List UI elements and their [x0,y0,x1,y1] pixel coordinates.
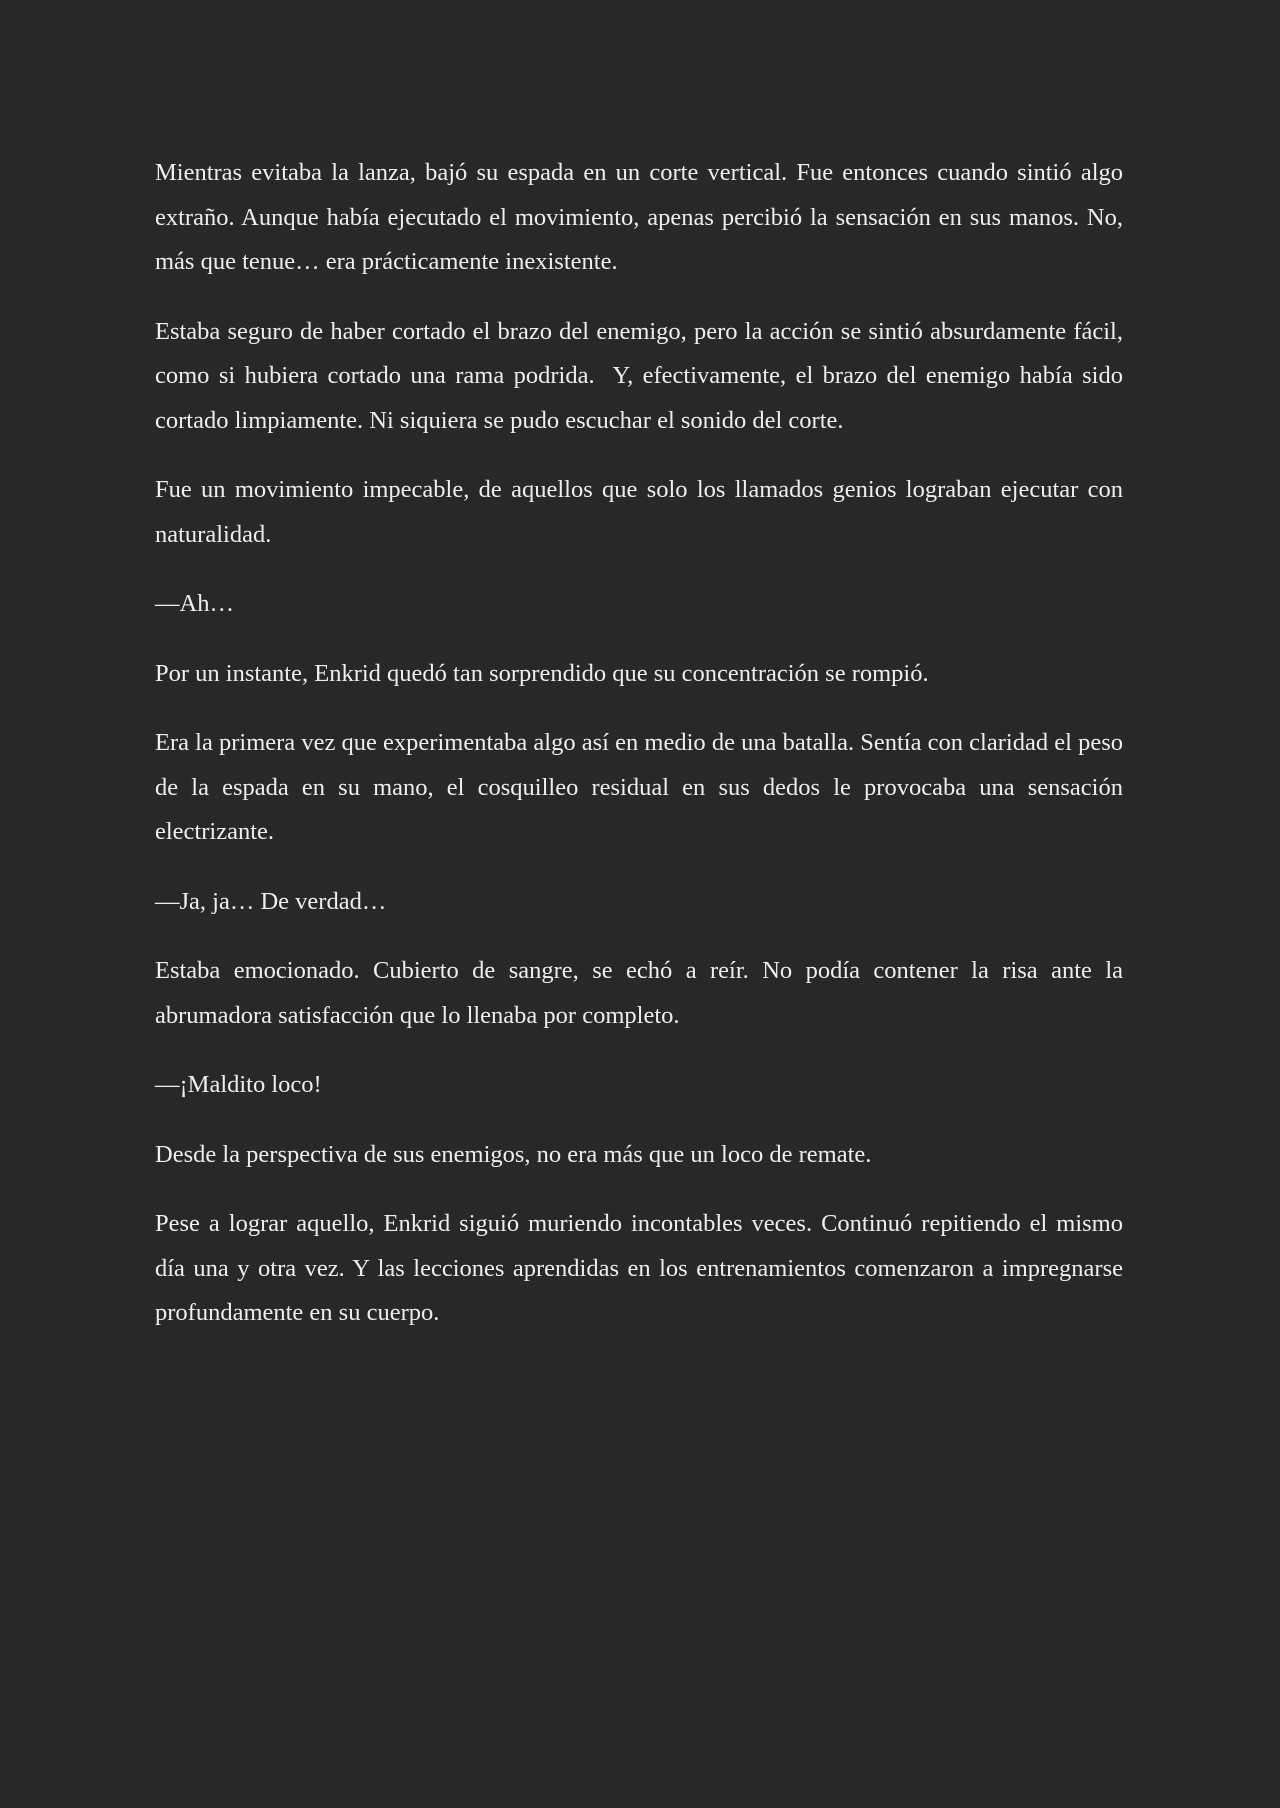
dialogue-line-ja-ja: —Ja, ja… De verdad… [155,887,387,915]
paragraph-2: Estaba seguro de haber cortado el brazo del enemigo, pero la acción se sintió absurdamente fácil, como si hubiera cortado una rama podrida. Y, efectivamente, el brazo del enemigo había sido cortado limpiamente. Ni siquiera se pudo escuchar el sonido del corte. [155,317,1130,434]
paragraph-6: Era la primera vez que experimentaba algo así en medio de una batalla. Sentía con claridad el peso de la espada en su mano, el cosquilleo residual en sus dedos le provocaba una sensación electrizante. [155,729,1130,845]
dialogue-line-ah: —Ah… [155,590,234,617]
dialogue-line-maldito-loco: —¡Maldito loco! [155,1071,322,1098]
paragraph-10: Desde la perspectiva de sus enemigos, no era más que un loco de remate. [155,1140,872,1168]
paragraph-1: Mientras evitaba la lanza, bajó su espada en un corte vertical. Fue entonces cuando sintió algo extraño. Aunque había ejecutado el movimiento, apenas percibió la sensación en sus manos. No, más que tenue… era prácticamente inexistente. [155,159,1130,275]
paragraph-8: Estaba emocionado. Cubierto de sangre, se echó a reír. No podía contener la risa ante la abrumadora satisfacción que lo llenaba por completo. [155,957,1130,1029]
reading-page [155,151,1130,1361]
paragraph-3: Fue un movimiento impecable, de aquellos que solo los llamados genios lograban ejecutar con naturalidad. [155,476,1130,548]
paragraph-5: Por un instante, Enkrid quedó tan sorprendido que su concentración se rompió. [155,659,929,687]
paragraph-11: Pese a lograr aquello, Enkrid siguió muriendo incontables veces. Continuó repitiendo el mismo día una y otra vez. Y las lecciones aprendidas en los entrenamientos comenzaron a impregnarse profundamente en su cuerpo. [155,1210,1130,1326]
